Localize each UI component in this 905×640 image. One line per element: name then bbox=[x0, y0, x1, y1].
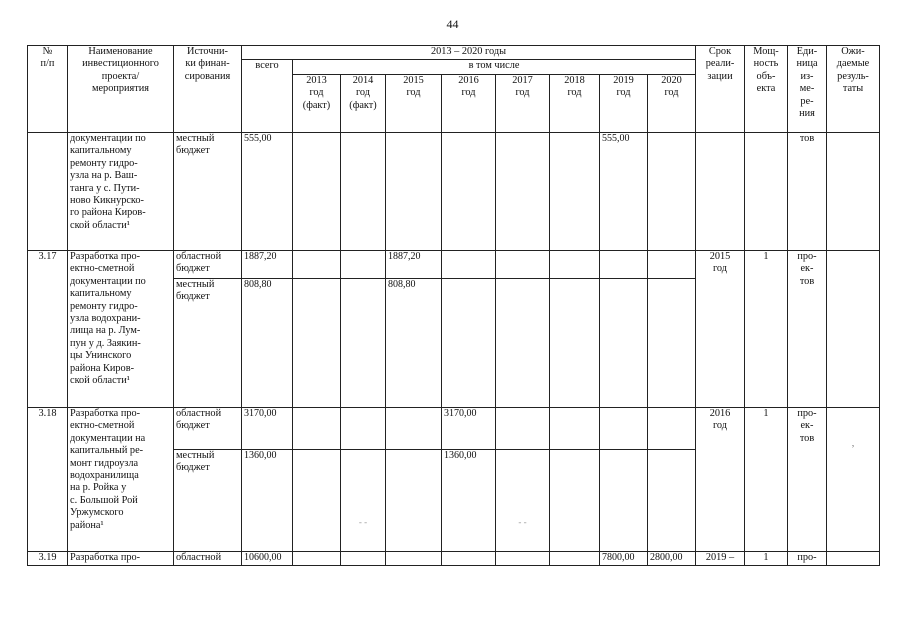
row-capacity: 1 bbox=[745, 408, 788, 552]
row-num: 3.17 bbox=[28, 251, 68, 408]
row-total: 555,00 bbox=[242, 133, 293, 251]
row-capacity: 1 bbox=[745, 251, 788, 408]
header-capacity: Мощ- ность объ- екта bbox=[745, 46, 788, 133]
row-source: местный бюджет bbox=[174, 450, 242, 552]
row-source: местный бюджет bbox=[174, 133, 242, 251]
row-y2019: 555,00 bbox=[600, 133, 648, 251]
table-row bbox=[28, 552, 880, 566]
header-year-2014: 2014 год (факт) bbox=[341, 75, 386, 133]
row-source: местный бюджет bbox=[174, 279, 242, 408]
row-total: 3170,00 bbox=[242, 408, 293, 450]
row-term: 2019 – bbox=[696, 552, 745, 566]
header-incl: в том числе bbox=[293, 60, 696, 75]
row-total: 808,80 bbox=[242, 279, 293, 408]
row-name: Разработка про- ектно-сметной документации на капитальный ре- монт гидроузла водохранилища на р. Ройка у с. Большой Рой Уржумского района¹ bbox=[68, 408, 174, 552]
header-year-2017: 2017 год bbox=[496, 75, 550, 133]
header-year-2019: 2019 год bbox=[600, 75, 648, 133]
header-num: № п/п bbox=[28, 46, 68, 133]
row-source: областной бюджет bbox=[174, 251, 242, 279]
investment-table bbox=[27, 45, 880, 566]
row-num bbox=[28, 133, 68, 251]
page-number: 44 bbox=[446, 17, 459, 31]
header-year-2020: 2020 год bbox=[648, 75, 696, 133]
header-results: Ожи- даемые резуль- таты bbox=[827, 46, 880, 133]
row-name: Разработка про- bbox=[68, 552, 174, 566]
header-name: Наименование инвестиционного проекта/ мероприятия bbox=[68, 46, 174, 133]
row-source: областной бюджет bbox=[174, 408, 242, 450]
row-unit: тов bbox=[788, 133, 827, 251]
header-row-1 bbox=[28, 46, 880, 60]
row-unit: про- ек- тов bbox=[788, 408, 827, 552]
table-row bbox=[28, 133, 880, 251]
row-unit: про- bbox=[788, 552, 827, 566]
row-total: 1360,00 bbox=[242, 450, 293, 552]
header-total: всего bbox=[242, 60, 293, 133]
header-year-2015: 2015 год bbox=[386, 75, 442, 133]
row-capacity: 1 bbox=[745, 552, 788, 566]
table-row bbox=[28, 408, 880, 450]
row-term: 2016 год bbox=[696, 408, 745, 552]
header-year-2016: 2016 год bbox=[442, 75, 496, 133]
row-source: областной bbox=[174, 552, 242, 566]
header-term: Срок реали- зации bbox=[696, 46, 745, 133]
row-term: 2015 год bbox=[696, 251, 745, 408]
row-name: документации по капитальному ремонту гидро- узла на р. Ваш- танга у с. Пути- ново Кикнурско- го района Киров- ской области¹ bbox=[68, 133, 174, 251]
table-row bbox=[28, 251, 880, 279]
header-unit: Еди- ница из- ме- ре- ния bbox=[788, 46, 827, 133]
header-year-2013: 2013 год (факт) bbox=[293, 75, 341, 133]
header-period: 2013 – 2020 годы bbox=[242, 46, 696, 60]
row-y2019: 7800,00 bbox=[600, 552, 648, 566]
row-total: 10600,00 bbox=[242, 552, 293, 566]
row-y2016: 1360,00 bbox=[442, 450, 496, 552]
row-num: 3.18 bbox=[28, 408, 68, 552]
row-unit: про- ек- тов bbox=[788, 251, 827, 408]
row-num: 3.19 bbox=[28, 552, 68, 566]
row-y2016: 3170,00 bbox=[442, 408, 496, 450]
row-y2015: 1887,20 bbox=[386, 251, 442, 279]
row-y2015: 808,80 bbox=[386, 279, 442, 408]
scan-mark: - - bbox=[358, 517, 368, 527]
header-year-2018: 2018 год bbox=[550, 75, 600, 133]
scan-mark: ‚ bbox=[851, 438, 855, 449]
row-total: 1887,20 bbox=[242, 251, 293, 279]
row-y2020: 2800,00 bbox=[648, 552, 696, 566]
header-source: Источни- ки финан- сирования bbox=[174, 46, 242, 133]
row-name: Разработка про- ектно-сметной документации по капитальному ремонту гидро- узла водохрани- лища на р. Лум- пун у д. Заякин- цы Унинского района Киров- ской области¹ bbox=[68, 251, 174, 408]
scan-mark: - - bbox=[518, 517, 527, 527]
